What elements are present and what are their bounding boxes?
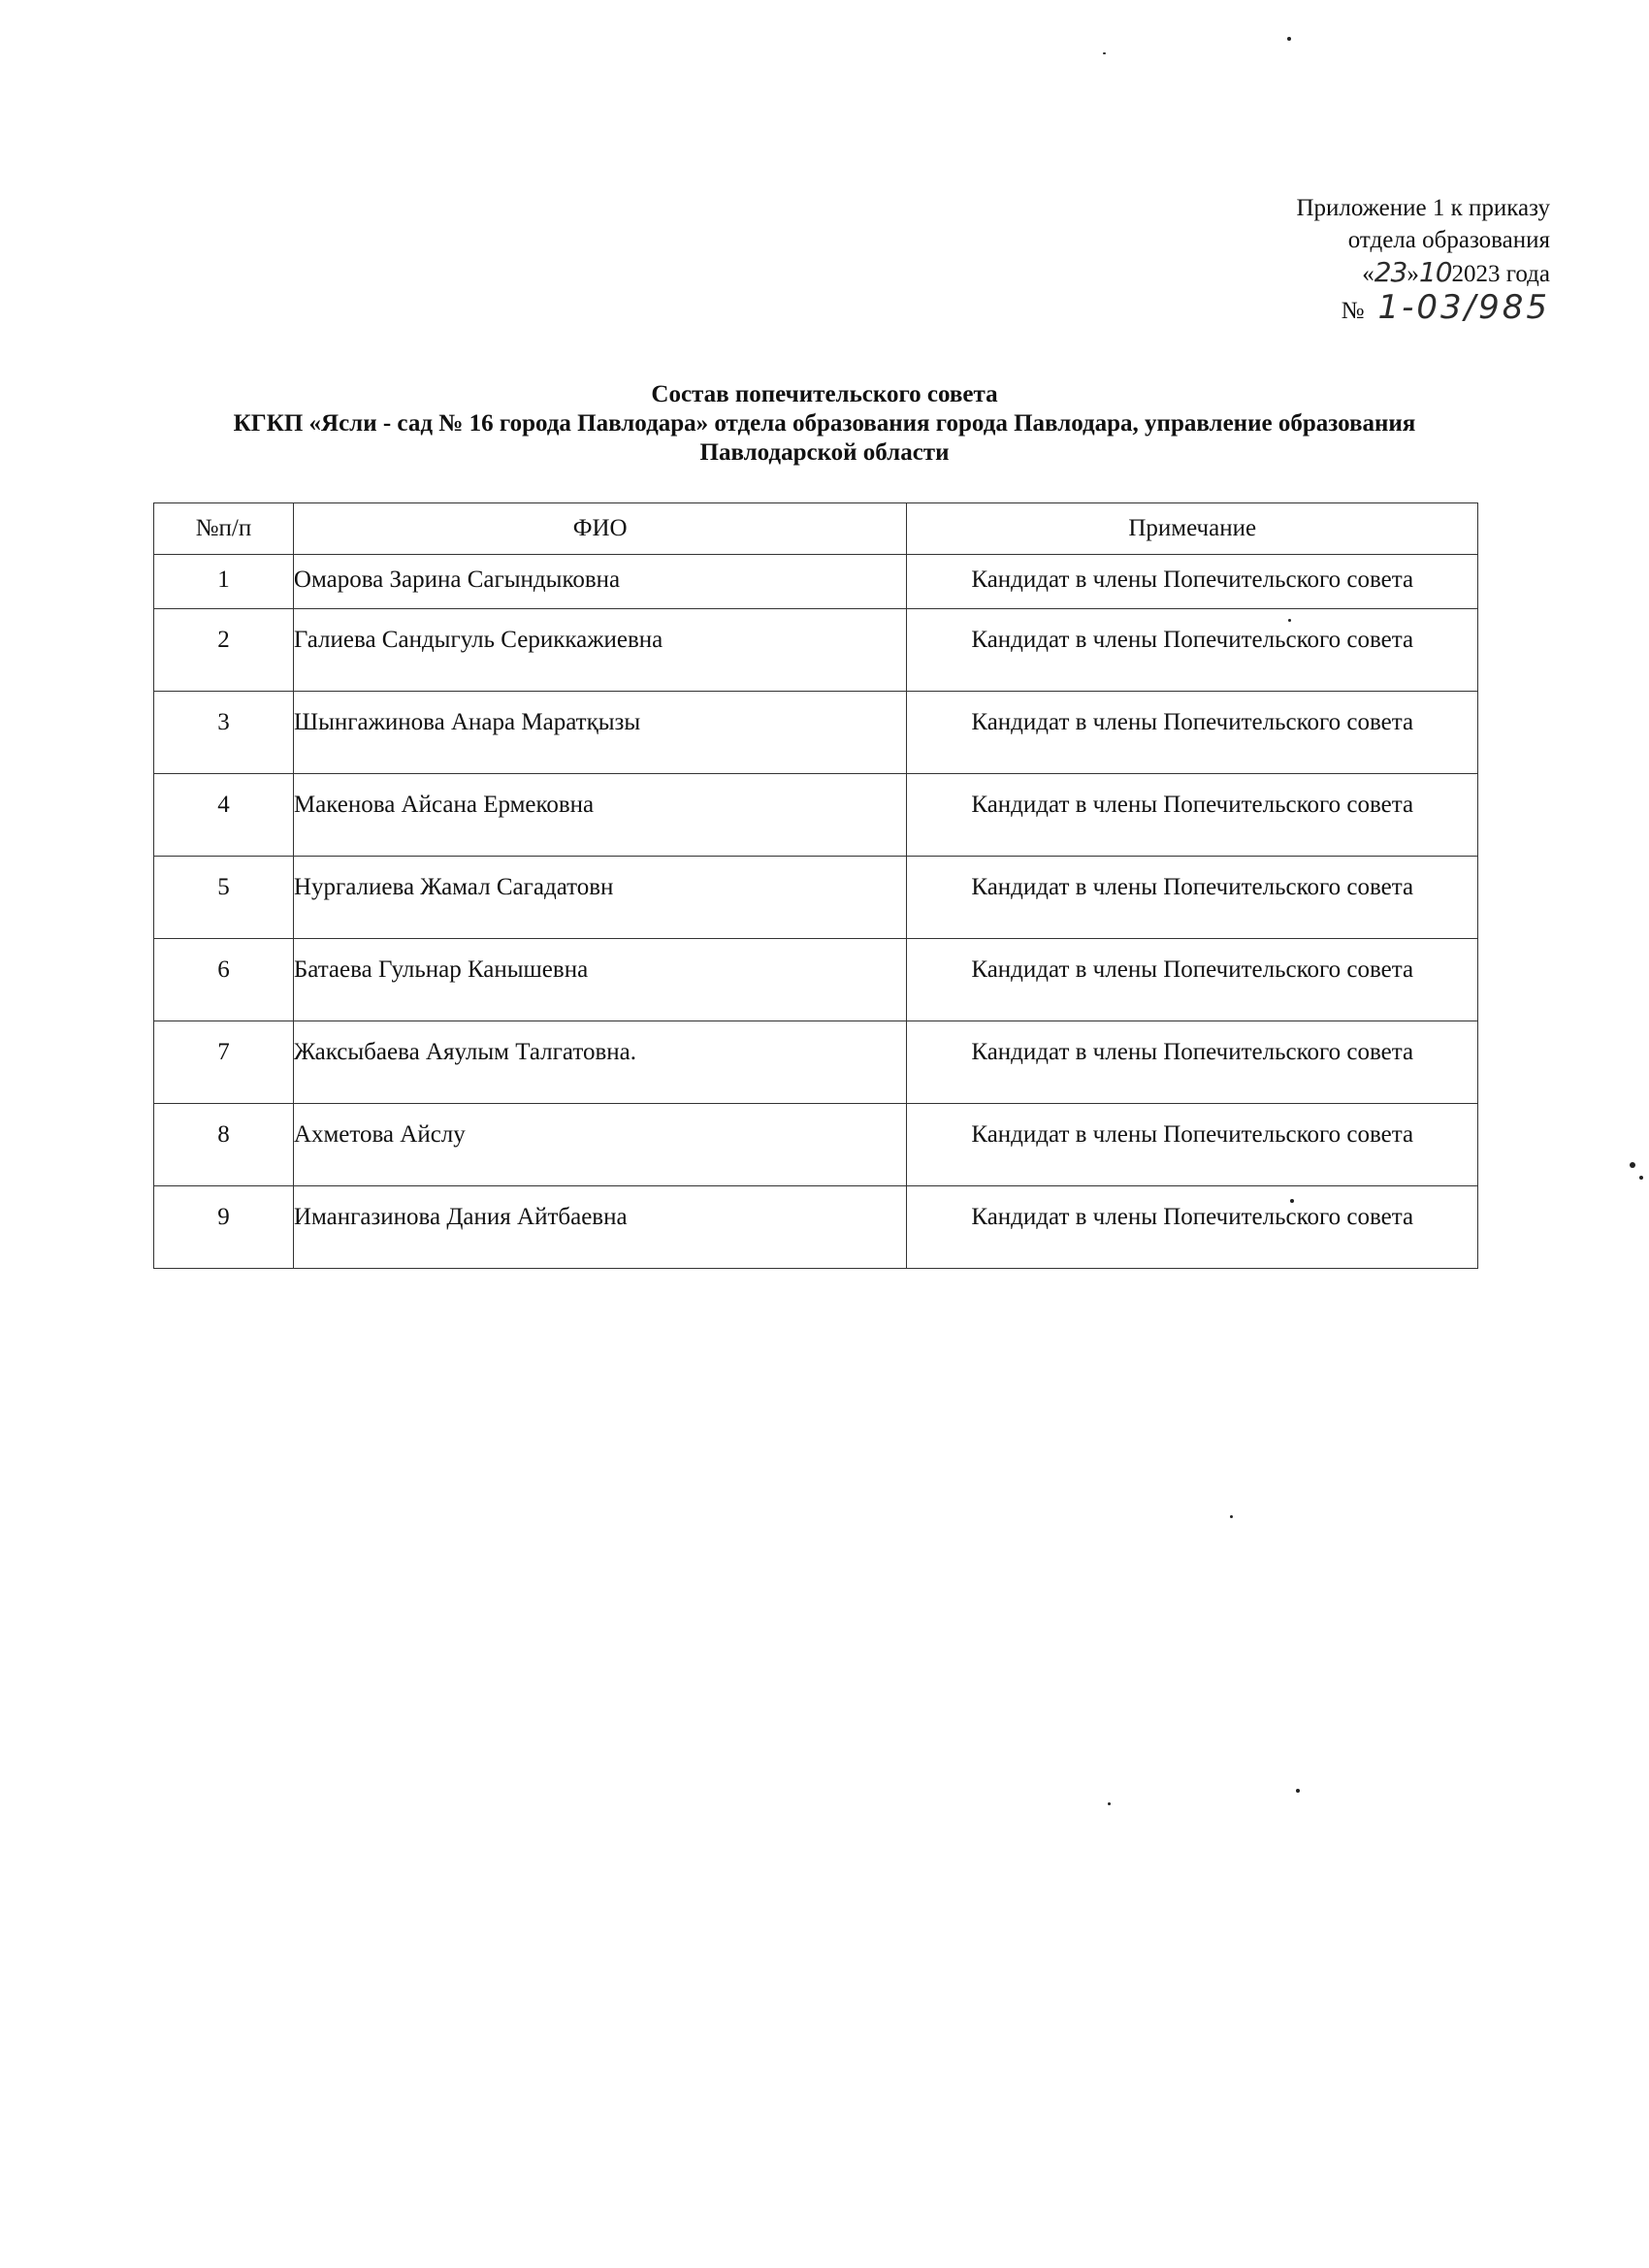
row-number: 3 (154, 692, 294, 774)
number-label: № (1341, 298, 1365, 324)
appendix-line-1: Приложение 1 к приказу (1296, 195, 1550, 221)
row-note: Кандидат в члены Попечительского совета (907, 1186, 1478, 1269)
appendix-date (1296, 256, 1550, 290)
appendix-line-2: отдела образования (1347, 227, 1550, 253)
scan-speck (1630, 1162, 1635, 1168)
members-table (153, 502, 1478, 1269)
handwritten-day: 23 (1374, 256, 1407, 288)
table-row (154, 1186, 1478, 1269)
row-number: 2 (154, 609, 294, 692)
row-note: Кандидат в члены Попечительского совета (907, 692, 1478, 774)
table-row (154, 609, 1478, 692)
document-title (155, 380, 1494, 468)
row-note: Кандидат в члены Попечительского совета (907, 1021, 1478, 1104)
date-year: 2023 года (1451, 261, 1550, 287)
header-note: Примечание (907, 503, 1478, 555)
header-number: №п/п (154, 503, 294, 555)
row-number: 6 (154, 939, 294, 1021)
row-number: 4 (154, 774, 294, 857)
row-number: 7 (154, 1021, 294, 1104)
row-name: Шынгажинова Анара Маратқызы (293, 692, 907, 774)
row-name: Ахметова Айслу (293, 1104, 907, 1186)
scan-speck (1108, 1802, 1111, 1805)
scan-speck (1287, 37, 1291, 41)
row-number: 9 (154, 1186, 294, 1269)
row-note: Кандидат в члены Попечительского совета (907, 857, 1478, 939)
table-row (154, 692, 1478, 774)
row-name: Жаксыбаева Аяулым Талгатовна. (293, 1021, 907, 1104)
title-line-3: Павлодарской области (699, 439, 950, 466)
scan-speck (1639, 1176, 1643, 1180)
handwritten-order-number: 1-03/985 (1377, 288, 1550, 327)
table-row (154, 939, 1478, 1021)
row-number: 1 (154, 555, 294, 609)
row-note: Кандидат в члены Попечительского совета (907, 1104, 1478, 1186)
row-name: Макенова Айсана Ермековна (293, 774, 907, 857)
scan-speck (1290, 1199, 1294, 1203)
table-row (154, 1104, 1478, 1186)
header-name: ФИО (293, 503, 907, 555)
table-header-row (154, 503, 1478, 555)
row-number: 5 (154, 857, 294, 939)
table-row (154, 774, 1478, 857)
scan-speck (1288, 619, 1291, 622)
appendix-block (1296, 192, 1550, 327)
row-name: Нургалиева Жамал Сагадатовн (293, 857, 907, 939)
title-line-1: Состав попечительского совета (651, 381, 998, 407)
handwritten-month: 10 (1418, 256, 1452, 288)
row-note: Кандидат в члены Попечительского совета (907, 609, 1478, 692)
table-row (154, 1021, 1478, 1104)
scan-speck (1103, 52, 1106, 54)
row-name: Галиева Сандыгуль Сериккажиевна (293, 609, 907, 692)
scan-speck (1230, 1515, 1233, 1518)
row-number: 8 (154, 1104, 294, 1186)
table-row (154, 555, 1478, 609)
date-open-quote: « (1362, 261, 1374, 287)
row-name: Имангазинова Дания Айтбаевна (293, 1186, 907, 1269)
title-line-2: КГКП «Ясли - сад № 16 города Павлодара» отдела образования города Павлодара, управление образования (233, 410, 1416, 437)
appendix-number (1296, 290, 1550, 327)
row-note: Кандидат в члены Попечительского совета (907, 774, 1478, 857)
row-note: Кандидат в члены Попечительского совета (907, 939, 1478, 1021)
scan-speck (1296, 1789, 1300, 1793)
row-name: Омарова Зарина Сагындыковна (293, 555, 907, 609)
table-row (154, 857, 1478, 939)
row-name: Батаева Гульнар Канышевна (293, 939, 907, 1021)
row-note: Кандидат в члены Попечительского совета (907, 555, 1478, 609)
date-close-quote: » (1406, 261, 1419, 287)
